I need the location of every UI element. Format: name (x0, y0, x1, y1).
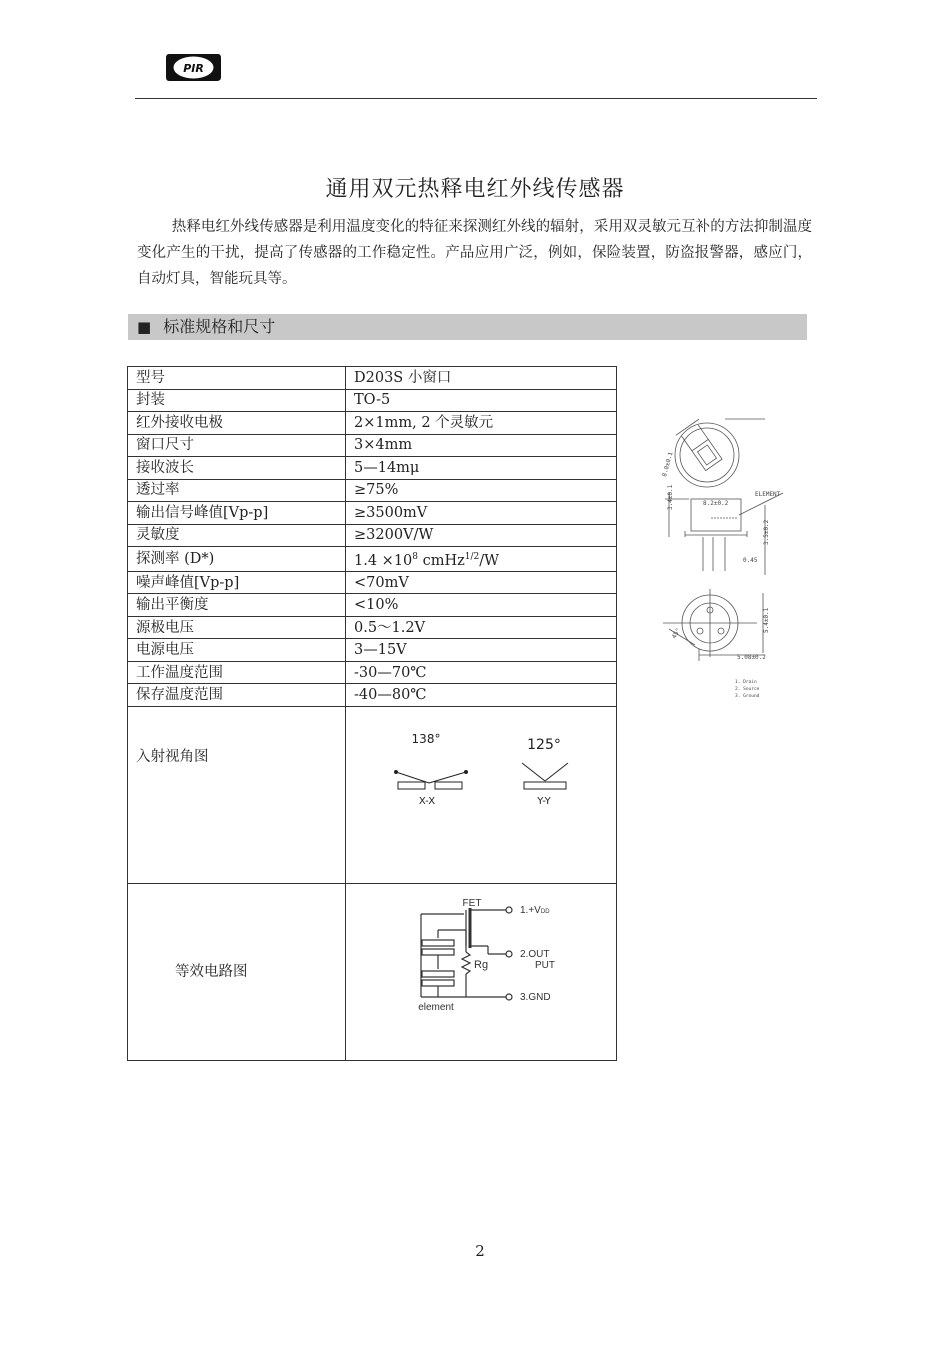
spec-key: 型号 (128, 367, 346, 390)
table-row (128, 639, 617, 662)
spec-value: ≥3200V/W (346, 524, 617, 547)
table-row (128, 434, 617, 457)
page-title: 通用双元热释电红外线传感器 (325, 177, 625, 202)
spec-value: 5—14mμ (346, 457, 617, 480)
spec-value: D203S 小窗口 (346, 367, 617, 390)
table-row (128, 616, 617, 639)
xx-label: X-X (418, 795, 436, 807)
element-label: element (418, 1001, 454, 1013)
spec-key: 窗口尺寸 (128, 434, 346, 457)
spec-value: 0.5～1.2V (346, 616, 617, 639)
pin-legend-2: 2. Source (735, 687, 760, 692)
detectivity-unit-tail: /W (479, 552, 500, 569)
spec-table (127, 366, 617, 1061)
spec-key: 保存温度范围 (128, 684, 346, 707)
table-row (128, 594, 617, 617)
spec-key: 输出信号峰值[Vp-p] (128, 502, 346, 525)
dim-pin-spacing: 5.08±0.2 (737, 654, 766, 661)
dim-angle: 45° (670, 627, 683, 640)
yy-sensor (524, 782, 566, 789)
dimension-drawing (655, 405, 790, 700)
table-row (128, 661, 617, 684)
view-angle-diagram-cell (346, 706, 617, 883)
spec-key: 输出平衡度 (128, 594, 346, 617)
spec-value: 3×4mm (346, 434, 617, 457)
dim-diameter: 8.0±0.1 (661, 451, 675, 478)
spec-value: <70mV (346, 571, 617, 594)
dim-cap-width: 8.2±0.2 (703, 500, 729, 507)
spec-key: 灵敏度 (128, 524, 346, 547)
fet-label: FET (462, 897, 482, 909)
page-number: 2 (475, 1242, 485, 1260)
pin1-label-subscript: DD (540, 908, 550, 915)
spec-value: ≥3500mV (346, 502, 617, 525)
yy-angle-label: 125° (527, 736, 561, 753)
spec-value: 3—15V (346, 639, 617, 662)
dim-pin-dia: 0.45 (743, 557, 758, 564)
table-row (128, 457, 617, 480)
table-row (128, 883, 617, 1060)
spec-key: 透过率 (128, 479, 346, 502)
table-row (128, 367, 617, 390)
spec-key: 噪声峰值[Vp-p] (128, 571, 346, 594)
pin-legend-3: 3. Ground (735, 694, 760, 699)
section-heading (128, 314, 807, 340)
table-row (128, 524, 617, 547)
spec-key: 源极电压 (128, 616, 346, 639)
header-rule (135, 98, 817, 99)
rg-label: Rg (474, 958, 489, 971)
logo-text: PIR (183, 62, 204, 75)
spec-value: 2×1mm, 2 个灵敏元 (346, 412, 617, 435)
table-row (128, 412, 617, 435)
square-bullet-icon: ■ (137, 318, 152, 336)
detectivity-base: 1.4 ×10 (354, 552, 413, 569)
spec-key: 入射视角图 (128, 706, 346, 883)
table-row (128, 502, 617, 525)
view-angle-diagram (346, 707, 616, 883)
xx-sensor-left (398, 782, 425, 789)
detectivity-unit: cmHz (418, 552, 465, 569)
spec-key: 电源电压 (128, 639, 346, 662)
table-row (128, 571, 617, 594)
pin2-label-line1: 2.OUT (520, 948, 550, 960)
detectivity-unit-exponent: 1/2 (464, 552, 480, 562)
pin-legend-1: 1. Drain (735, 680, 757, 685)
yy-label: Y-Y (537, 795, 551, 807)
spec-value: TO-5 (346, 389, 617, 412)
spec-key: 红外接收电极 (128, 412, 346, 435)
table-row (128, 479, 617, 502)
spec-value: -30—70℃ (346, 661, 617, 684)
table-row (128, 547, 617, 572)
pin1-label-text: 1.+V (520, 904, 541, 916)
circuit-diagram-cell (346, 883, 617, 1060)
equivalent-circuit-diagram (346, 884, 616, 1060)
spec-value: ≥75% (346, 479, 617, 502)
pin1-label (520, 905, 550, 916)
dim-lead-length: 3.5±0.2 (763, 519, 770, 545)
intro-paragraph: 热释电红外线传感器是利用温度变化的特征来探测红外线的辐射，采用双灵敏元互补的方法抑制温度变化产生的干扰，提高了传感器的工作稳定性。产品应用广泛，例如，保险装置，防盗报警器，感应门，自动灯具，智能玩具等。 (137, 219, 812, 287)
detectivity-exponent: 8 (412, 552, 419, 562)
spec-key: 接收波长 (128, 457, 346, 480)
spec-key: 工作温度范围 (128, 661, 346, 684)
xx-sensor-right (435, 782, 462, 789)
dim-base-height: 5.4±0.1 (763, 607, 770, 633)
xx-angle-label: 138° (411, 731, 441, 746)
pin3-label: 3.GND (520, 991, 551, 1003)
spec-key: 封装 (128, 389, 346, 412)
dim-element-label: ELEMENT (755, 491, 781, 498)
spec-value (346, 547, 617, 572)
table-row (128, 684, 617, 707)
pin2-label-line2: PUT (535, 959, 555, 971)
dim-cap-height: 3.4±0.1 (667, 484, 674, 510)
section-title: 标准规格和尺寸 (163, 317, 276, 336)
table-row (128, 389, 617, 412)
table-row (128, 706, 617, 883)
spec-value: -40—80℃ (346, 684, 617, 707)
spec-key: 探测率 (D*) (128, 547, 346, 572)
spec-value: <10% (346, 594, 617, 617)
pir-logo (165, 52, 222, 83)
spec-key: 等效电路图 (128, 883, 346, 1060)
